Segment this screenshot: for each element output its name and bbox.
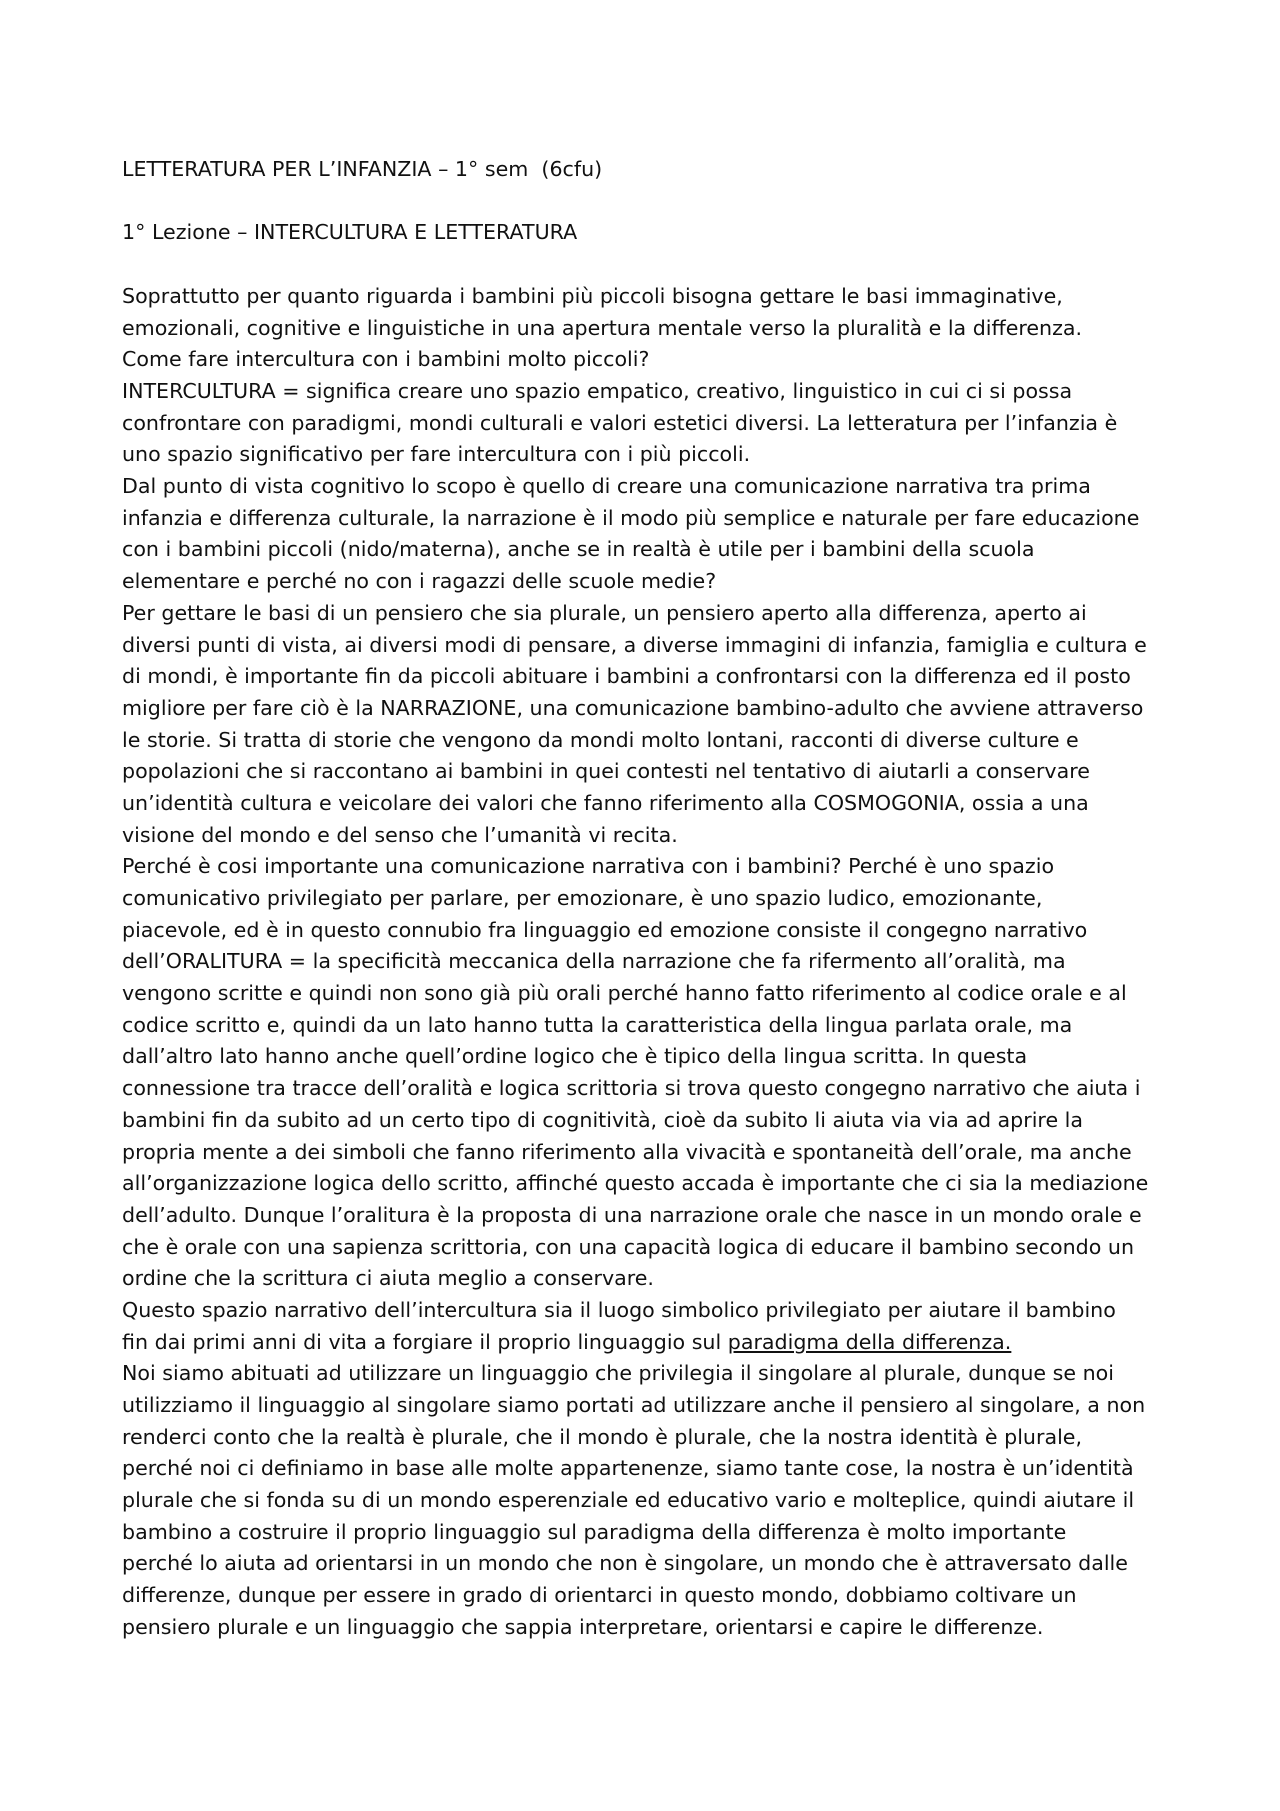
body-line: Come fare intercultura con i bambini molto piccoli? [122, 347, 650, 372]
lesson-heading: 1° Lezione – INTERCULTURA E LETTERATURA [122, 220, 578, 245]
body-line: pensiero plurale e un linguaggio che sappia interpretare, orientarsi e capire le differenze. [122, 1614, 1044, 1639]
body-line: all’organizzazione logica dello scritto, affinché questo accada è importante che ci sia la mediazione [122, 1171, 1149, 1196]
underlined-phrase: paradigma della differenza. [727, 1329, 1012, 1354]
body-line: dell’ORALITURA = la specificità meccanica della narrazione che fa rifermento all’oralità, ma [122, 949, 1066, 974]
spacer [122, 249, 1172, 281]
closing-text [122, 1358, 1172, 1643]
body-line: Soprattutto per quanto riguarda i bambini più piccoli bisogna gettare le basi immaginative, [122, 283, 1063, 308]
body-line: differenze, dunque per essere in grado di orientarci in questo mondo, dobbiamo coltivare un [122, 1583, 1077, 1608]
body-line: connessione tra tracce dell’oralità e logica scrittoria si trova questo congegno narrativo che aiuta i [122, 1076, 1141, 1101]
body-line: bambino a costruire il proprio linguaggio sul paradigma della differenza è molto importante [122, 1519, 1067, 1544]
body-line: utilizziamo il linguaggio al singolare siamo portati ad utilizzare anche il pensiero al singolare, a non [122, 1393, 1146, 1418]
body-line: le storie. Si tratta di storie che vengono da mondi molto lontani, racconti di diverse culture e [122, 727, 1079, 752]
body-line: Perché è cosi importante una comunicazione narrativa con i bambini? Perché è uno spazio [122, 854, 1055, 879]
body-line: dell’adulto. Dunque l’oralitura è la proposta di una narrazione orale che nasce in un mondo orale e [122, 1202, 1142, 1227]
body-line: Questo spazio narrativo dell’intercultura sia il luogo simbolico privilegiato per aiutare il bambino [122, 1297, 1116, 1322]
body-line: emozionali, cognitive e linguistiche in una apertura mentale verso la pluralità e la differenza. [122, 315, 1083, 340]
body-line: popolazioni che si raccontano ai bambini in quei contesti nel tentativo di aiutarli a conservare [122, 759, 1090, 784]
body-line: perché noi ci definiamo in base alle molte appartenenze, siamo tante cose, la nostra è un’identità [122, 1456, 1134, 1481]
body-line: comunicativo privilegiato per parlare, per emozionare, è uno spazio ludico, emozionante, [122, 886, 1043, 911]
body-line: con i bambini piccoli (nido/materna), anche se in realtà è utile per i bambini della scuola [122, 537, 1035, 562]
body-line: propria mente a dei simboli che fanno riferimento alla vivacità e spontaneità dell’orale, ma anche [122, 1139, 1132, 1164]
body-line: un’identità cultura e veicolare dei valori che fanno riferimento alla COSMOGONIA, ossia a una [122, 790, 1089, 815]
body-line: diversi punti di vista, ai diversi modi di pensare, a diverse immagini di infanzia, famiglia e cultura e [122, 632, 1147, 657]
body-line: Per gettare le basi di un pensiero che sia plurale, un pensiero aperto alla differenza, aperto ai [122, 600, 1087, 625]
body-line: bambini fin da subito ad un certo tipo di cognitività, cioè da subito li aiuta via via ad aprire la [122, 1107, 1084, 1132]
emphasis-line-text: fin dai primi anni di vita a forgiare il proprio linguaggio sul [122, 1329, 728, 1354]
body-line: ordine che la scrittura ci aiuta meglio a conservare. [122, 1266, 654, 1291]
body-line: renderci conto che la realtà è plurale, che il mondo è plurale, che la nostra identità è plurale, [122, 1424, 1083, 1449]
body-line: di mondi, è importante fin da piccoli abituare i bambini a confrontarsi con la differenza ed il posto [122, 664, 1131, 689]
body-line: che è orale con una sapienza scrittoria, con una capacità logica di educare il bambino secondo un [122, 1234, 1134, 1259]
body-line: uno spazio significativo per fare intercultura con i più piccoli. [122, 442, 751, 467]
body-line: INTERCULTURA = significa creare uno spazio empatico, creativo, linguistico in cui ci si possa [122, 379, 1073, 404]
body-line: infanzia e differenza culturale, la narrazione è il modo più semplice e naturale per fare educazione [122, 505, 1140, 530]
body-line: plurale che si fonda su di un mondo esperenziale ed educativo vario e molteplice, quindi aiutare il [122, 1488, 1135, 1513]
body-line: vengono scritte e quindi non sono già più orali perché hanno fatto riferimento al codice orale e al [122, 981, 1127, 1006]
body-line: perché lo aiuta ad orientarsi in un mondo che non è singolare, un mondo che è attraversato dalle [122, 1551, 1128, 1576]
body-line: migliore per fare ciò è la NARRAZIONE, una comunicazione bambino-adulto che avviene attraverso [122, 695, 1144, 720]
body-line: visione del mondo e del senso che l’umanità vi recita. [122, 822, 678, 847]
body-line: codice scritto e, quindi da un lato hanno tutta la caratteristica della lingua parlata orale, ma [122, 1012, 1073, 1037]
document-content [122, 154, 1172, 1644]
body-line: confrontare con paradigmi, mondi culturali e valori estetici diversi. La letteratura per l’infanzia è [122, 410, 1118, 435]
emphasis-line [122, 1327, 1172, 1359]
body-line: Noi siamo abituati ad utilizzare un linguaggio che privilegia il singolare al plurale, dunque se noi [122, 1361, 1114, 1386]
body-line: dall’altro lato hanno anche quell’ordine logico che è tipico della lingua scritta. In questa [122, 1044, 1028, 1069]
spacer [122, 186, 1172, 218]
body-text [122, 281, 1172, 1327]
body-line: piacevole, ed è in questo connubio fra linguaggio ed emozione consiste il congegno narrativo [122, 917, 1088, 942]
body-line: Dal punto di vista cognitivo lo scopo è quello di creare una comunicazione narrativa tra prima [122, 474, 1091, 499]
document-title: LETTERATURA PER L’INFANZIA – 1° sem (6cfu) [122, 157, 603, 181]
body-line: elementare e perché no con i ragazzi delle scuole medie? [122, 569, 717, 594]
